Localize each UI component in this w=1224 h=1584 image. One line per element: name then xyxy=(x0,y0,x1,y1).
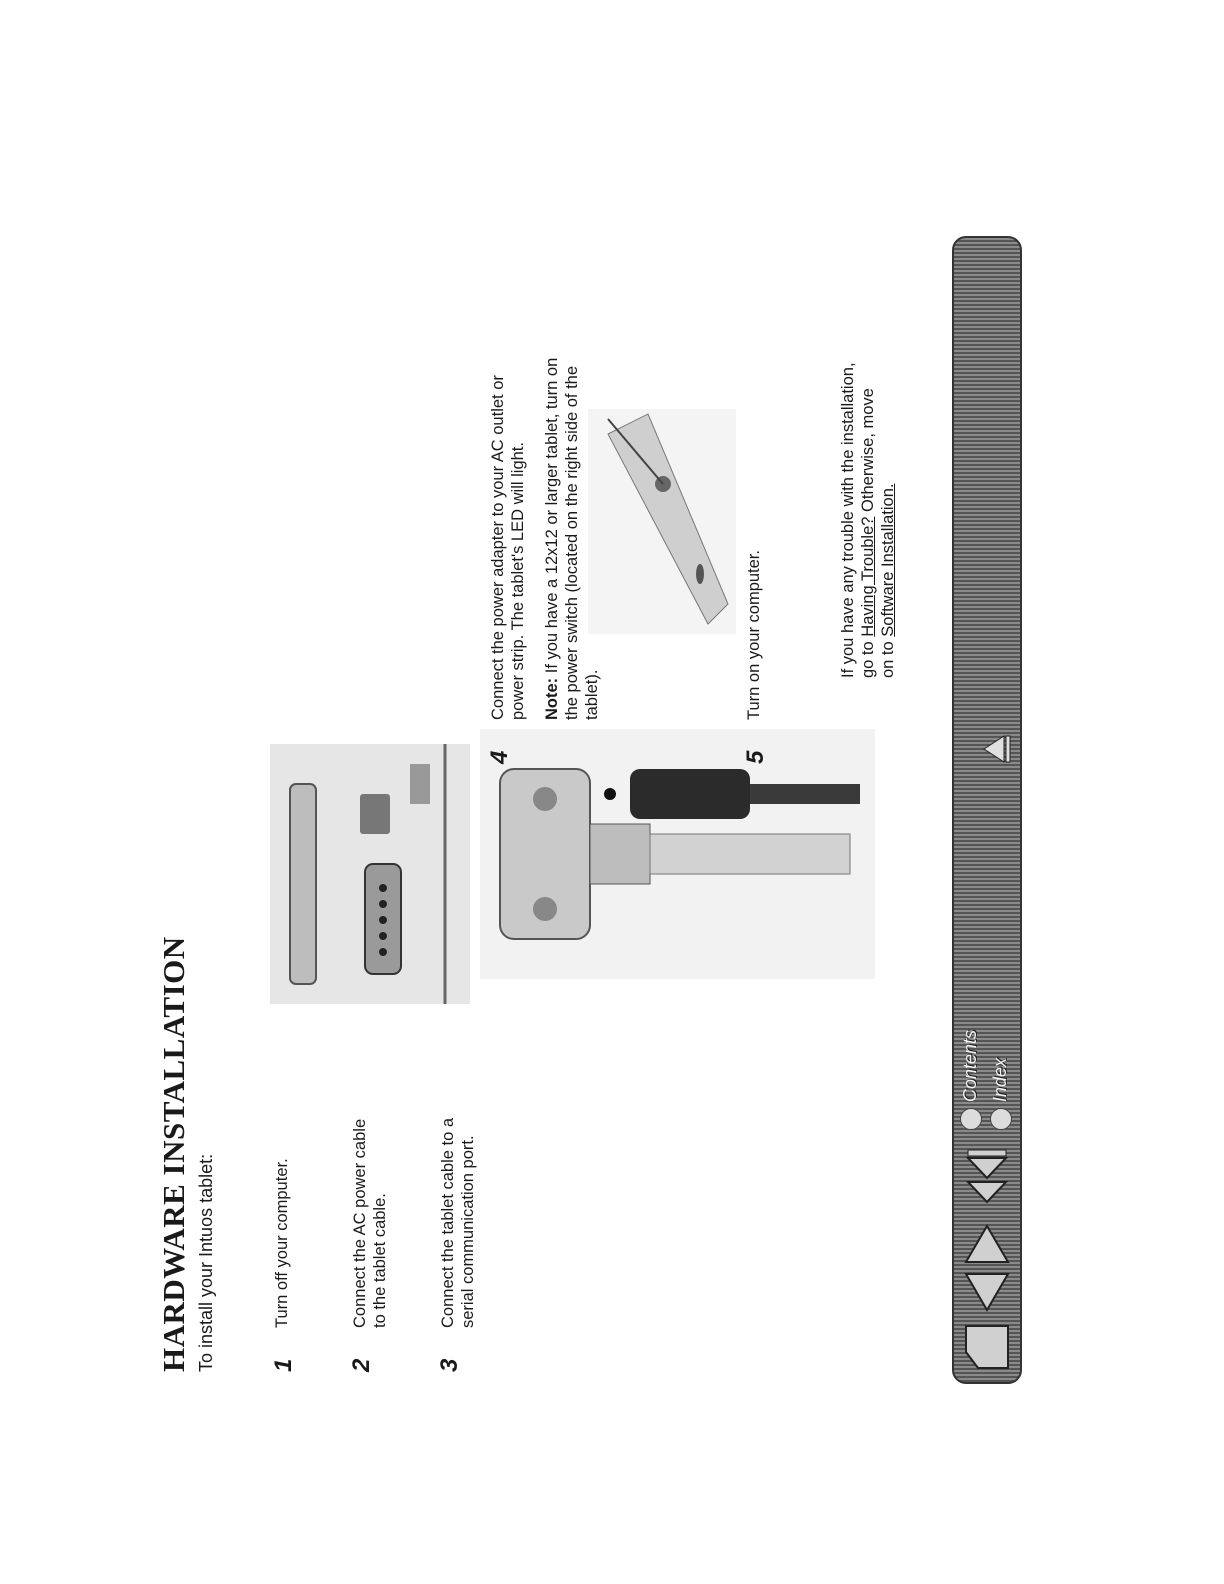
first-page-icon[interactable] xyxy=(962,1322,1012,1372)
intro-text: To install your Intuos tablet: xyxy=(196,1153,216,1372)
index-link[interactable]: Index xyxy=(990,1057,1010,1102)
step-2-text-line1: Connect the AC power cable xyxy=(351,1118,369,1328)
step-number: 4 xyxy=(486,750,513,764)
contents-bullet-icon xyxy=(960,1108,982,1130)
step-3 xyxy=(438,1118,478,1372)
serial-port-illustration xyxy=(270,744,470,1004)
step-4-text-line1: Connect the power adapter to your AC outlet or xyxy=(489,375,507,720)
having-trouble-link[interactable]: Having Trouble? xyxy=(859,516,877,637)
page-title: HARDWARE INSTALLATION xyxy=(156,936,191,1372)
step-text xyxy=(272,1158,292,1328)
trouble-paragraph xyxy=(838,208,898,678)
note-line3: tablet). xyxy=(583,669,601,720)
cable-connector-photo xyxy=(480,729,875,979)
index-bullet-icon xyxy=(990,1108,1012,1130)
step-1 xyxy=(272,1158,296,1372)
note-line2: the power switch (located on the right side of the xyxy=(563,365,581,720)
serial-port-photo xyxy=(270,744,470,1004)
step-2-text-line2: to the tablet cable. xyxy=(371,1193,389,1328)
trouble-line2 xyxy=(858,208,878,678)
step-text xyxy=(744,550,764,720)
trouble-line3-prefix: on to xyxy=(879,636,897,678)
next-page-icon[interactable] xyxy=(962,1222,1012,1266)
software-installation-link[interactable]: Software Installation. xyxy=(879,483,897,637)
step-5-text: Turn on your computer. xyxy=(745,550,763,720)
step-number: 1 xyxy=(270,1358,297,1372)
note-label: Note: xyxy=(543,677,561,720)
step-1-text: Turn off your computer. xyxy=(273,1158,291,1328)
up-arrow-icon[interactable] xyxy=(982,734,1012,764)
step-3-text-line1: Connect the tablet cable to a xyxy=(439,1117,457,1328)
step-4-text-line2: power strip. The tablet's LED will light. xyxy=(509,442,527,720)
step-5 xyxy=(744,550,768,764)
step-text xyxy=(350,1119,390,1328)
trouble-line2-suffix: Otherwise, move xyxy=(859,388,877,517)
back-icon[interactable] xyxy=(962,1146,1012,1206)
contents-link[interactable]: Contents xyxy=(960,1029,980,1102)
navigation-bar xyxy=(952,236,1022,1384)
trouble-line3 xyxy=(878,208,898,678)
step-2 xyxy=(350,1119,390,1372)
trouble-line2-prefix: go to xyxy=(859,636,877,678)
previous-page-icon[interactable] xyxy=(962,1270,1012,1314)
step-number: 3 xyxy=(436,1358,463,1372)
cable-connector-illustration xyxy=(480,729,875,979)
step-number: 5 xyxy=(742,750,769,764)
trouble-line1: If you have any trouble with the installation, xyxy=(839,362,857,678)
tablet-switch-photo xyxy=(588,409,736,634)
note-line1: If you have a 12x12 or larger tablet, turn on xyxy=(543,357,561,678)
step-number: 2 xyxy=(348,1358,375,1372)
step-text xyxy=(438,1118,478,1328)
tablet-switch-illustration xyxy=(588,409,736,634)
step-3-text-line2: serial communication port. xyxy=(459,1135,477,1328)
